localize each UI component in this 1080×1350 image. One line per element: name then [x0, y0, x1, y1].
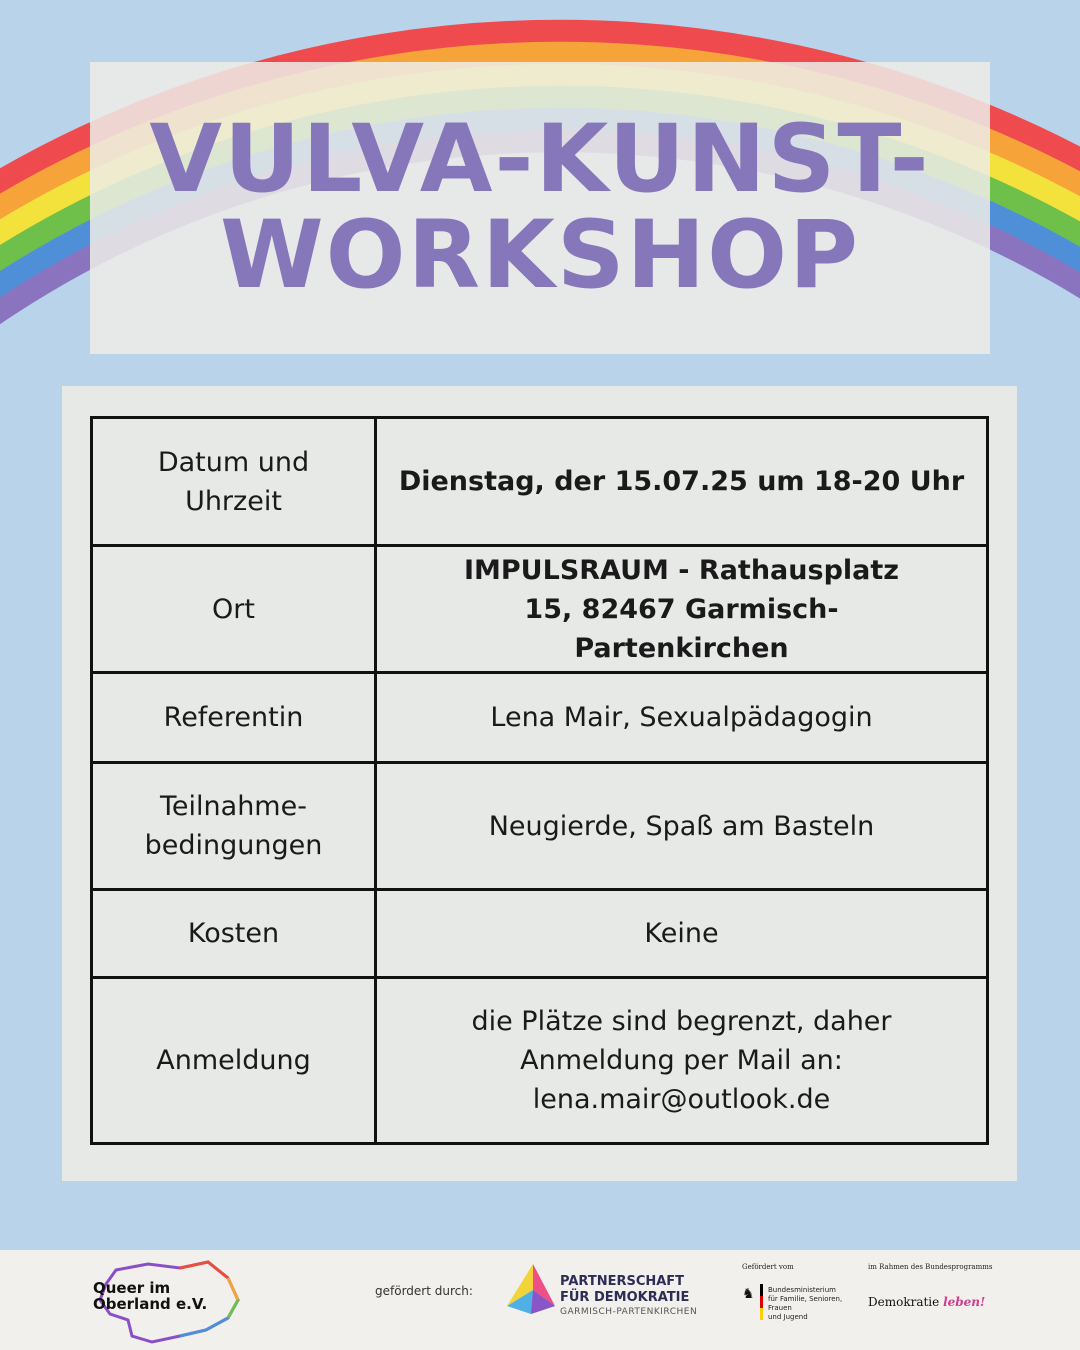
requirements-label: Teilnahme-bedingungen: [144, 791, 323, 861]
table-row-registration: [92, 978, 988, 1144]
registration-value: die Plätze sind begrenzt, daher Anmeldung per Mail an: lena.mair@outlook.de: [471, 1006, 892, 1115]
table-row-cost: [92, 890, 988, 978]
queer-logo-text: Queer im Oberland e.V.: [93, 1279, 208, 1313]
program-intro: im Rahmen des Bundesprogramms: [868, 1263, 993, 1271]
demokratie-leben-logo: [868, 1295, 985, 1309]
row-value: [376, 978, 988, 1144]
row-label: [92, 890, 376, 978]
speaker-label: Referentin: [163, 702, 304, 733]
pfd-subtitle: GARMISCH-PARTENKIRCHEN: [560, 1307, 698, 1317]
info-panel: [62, 386, 1017, 1181]
program-leben: leben!: [943, 1295, 986, 1309]
table-row-location: [92, 546, 988, 673]
title-banner: [90, 62, 990, 354]
title-line-2: WORKSHOP: [220, 201, 860, 310]
table-row-requirements: [92, 763, 988, 890]
ministry-name: Bundesministerium für Familie, Senioren, Frauen und Jugend: [768, 1286, 843, 1321]
date-label: Datum und Uhrzeit: [157, 446, 310, 517]
program-name: Demokratie: [868, 1295, 940, 1309]
location-label: Ort: [212, 593, 255, 625]
row-value: [376, 418, 988, 546]
row-label: [92, 763, 376, 890]
cost-label: Kosten: [187, 918, 280, 949]
row-value: [376, 890, 988, 978]
requirements-value: Neugierde, Spaß am Basteln: [488, 810, 875, 842]
row-label: [92, 978, 376, 1144]
row-label: [92, 418, 376, 546]
cost-value: Keine: [644, 918, 719, 949]
row-value: [376, 763, 988, 890]
info-table: [90, 416, 989, 1145]
row-label: [92, 673, 376, 763]
row-value: [376, 673, 988, 763]
sponsored-by-label: gefördert durch:: [375, 1284, 473, 1298]
row-label: [92, 546, 376, 673]
row-value: [376, 546, 988, 673]
speaker-value: Lena Mair, Sexualpädagogin: [490, 702, 873, 733]
pfd-title-1: PARTNERSCHAFT: [560, 1274, 685, 1289]
federal-eagle-icon: ♞: [742, 1286, 755, 1302]
location-value: IMPULSRAUM - Rathausplatz 15, 82467 Garmisch-Partenkirchen: [463, 554, 899, 664]
table-row-date: [92, 418, 988, 546]
table-row-speaker: [92, 673, 988, 763]
funded-by-label: Gefördert vom: [742, 1263, 794, 1271]
date-value: Dienstag, der 15.07.25 um 18-20 Uhr: [398, 466, 965, 497]
title-line-1: VULVA-KUNST-: [149, 105, 931, 214]
pfd-title-2: FÜR DEMOKRATIE: [560, 1290, 690, 1305]
partnerschaft-logo-icon: [503, 1260, 557, 1316]
registration-label: Anmeldung: [156, 1045, 311, 1076]
german-flag-bar-icon: [760, 1284, 763, 1320]
sponsor-footer: [0, 1250, 1080, 1350]
